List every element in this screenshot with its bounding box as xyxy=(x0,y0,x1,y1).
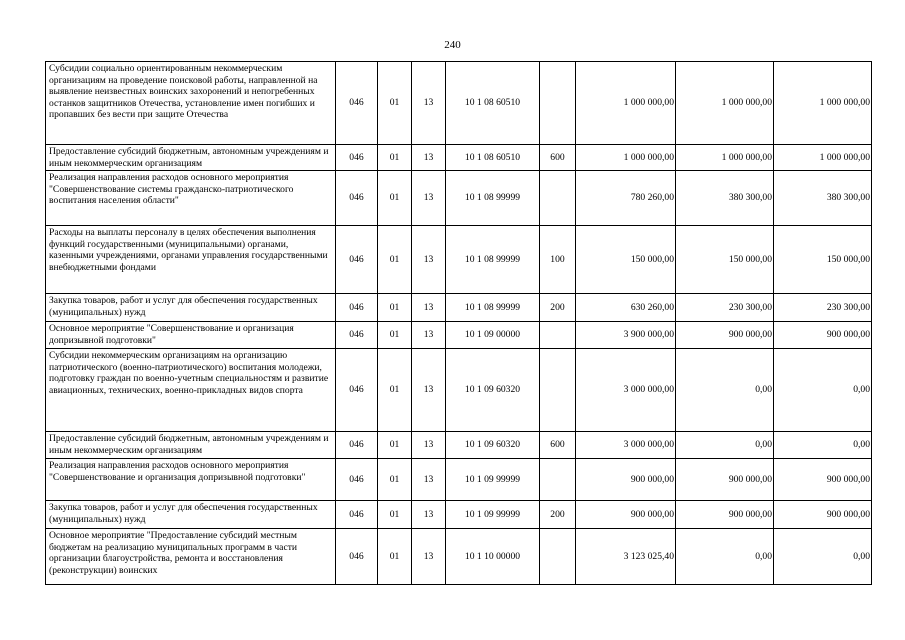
cell-section-code: 01 xyxy=(378,459,412,501)
cell-subsection-code: 13 xyxy=(412,62,446,145)
cell-expense-type: 200 xyxy=(540,294,576,322)
cell-sum-year-3: 900 000,00 xyxy=(774,459,872,501)
cell-sum-year-3: 150 000,00 xyxy=(774,226,872,294)
cell-target-code: 10 1 08 99999 xyxy=(446,294,540,322)
table-row xyxy=(46,226,872,294)
cell-expense-type: 200 xyxy=(540,501,576,529)
cell-ministry-code: 046 xyxy=(336,226,378,294)
cell-target-code: 10 1 08 99999 xyxy=(446,171,540,226)
cell-name: Закупка товаров, работ и услуг для обеспечения государственных (муниципальных) нужд xyxy=(46,294,336,322)
cell-section-code: 01 xyxy=(378,171,412,226)
budget-table-body xyxy=(46,62,872,585)
cell-ministry-code: 046 xyxy=(336,62,378,145)
cell-name: Реализация направления расходов основного мероприятия "Совершенствование системы гражданско-патриотического воспитания населения области" xyxy=(46,171,336,226)
cell-sum-year-1: 900 000,00 xyxy=(576,501,676,529)
cell-section-code: 01 xyxy=(378,529,412,585)
cell-section-code: 01 xyxy=(378,62,412,145)
cell-ministry-code: 046 xyxy=(336,171,378,226)
cell-sum-year-3: 1 000 000,00 xyxy=(774,62,872,145)
cell-sum-year-2: 1 000 000,00 xyxy=(676,145,774,171)
cell-sum-year-1: 1 000 000,00 xyxy=(576,62,676,145)
cell-section-code: 01 xyxy=(378,145,412,171)
table-row xyxy=(46,432,872,459)
cell-sum-year-2: 0,00 xyxy=(676,349,774,432)
cell-sum-year-2: 150 000,00 xyxy=(676,226,774,294)
cell-ministry-code: 046 xyxy=(336,432,378,459)
cell-ministry-code: 046 xyxy=(336,322,378,349)
cell-sum-year-1: 3 123 025,40 xyxy=(576,529,676,585)
cell-target-code: 10 1 08 60510 xyxy=(446,145,540,171)
cell-name: Реализация направления расходов основного мероприятия "Совершенствование и организация допризывной подготовки" xyxy=(46,459,336,501)
cell-expense-type xyxy=(540,62,576,145)
table-row xyxy=(46,459,872,501)
cell-subsection-code: 13 xyxy=(412,145,446,171)
cell-name: Основное мероприятие "Предоставление субсидий местным бюджетам на реализацию муниципальных программ в части организации благоустройства, ремонта и восстановления (реконструкции) воинских xyxy=(46,529,336,585)
cell-ministry-code: 046 xyxy=(336,459,378,501)
cell-expense-type xyxy=(540,349,576,432)
cell-sum-year-1: 1 000 000,00 xyxy=(576,145,676,171)
cell-name: Закупка товаров, работ и услуг для обеспечения государственных (муниципальных) нужд xyxy=(46,501,336,529)
table-row xyxy=(46,529,872,585)
cell-sum-year-3: 900 000,00 xyxy=(774,322,872,349)
cell-section-code: 01 xyxy=(378,294,412,322)
cell-subsection-code: 13 xyxy=(412,432,446,459)
cell-section-code: 01 xyxy=(378,349,412,432)
cell-expense-type: 600 xyxy=(540,145,576,171)
table-row xyxy=(46,171,872,226)
cell-sum-year-3: 1 000 000,00 xyxy=(774,145,872,171)
cell-sum-year-1: 630 260,00 xyxy=(576,294,676,322)
cell-ministry-code: 046 xyxy=(336,294,378,322)
cell-sum-year-2: 900 000,00 xyxy=(676,322,774,349)
cell-expense-type xyxy=(540,459,576,501)
cell-expense-type xyxy=(540,322,576,349)
cell-ministry-code: 046 xyxy=(336,349,378,432)
cell-subsection-code: 13 xyxy=(412,501,446,529)
table-row xyxy=(46,62,872,145)
cell-subsection-code: 13 xyxy=(412,349,446,432)
cell-sum-year-1: 3 900 000,00 xyxy=(576,322,676,349)
cell-sum-year-2: 380 300,00 xyxy=(676,171,774,226)
cell-sum-year-3: 230 300,00 xyxy=(774,294,872,322)
cell-subsection-code: 13 xyxy=(412,171,446,226)
cell-ministry-code: 046 xyxy=(336,529,378,585)
cell-subsection-code: 13 xyxy=(412,529,446,585)
cell-section-code: 01 xyxy=(378,432,412,459)
cell-sum-year-1: 3 000 000,00 xyxy=(576,349,676,432)
cell-subsection-code: 13 xyxy=(412,459,446,501)
cell-target-code: 10 1 08 99999 xyxy=(446,226,540,294)
cell-name: Субсидии некоммерческим организациям на организацию патриотического (военно-патриотического) воспитания молодежи, подготовку граждан по военно-учетным специальностям и развитие авиационных, технических, военно-прикладных видов спорта xyxy=(46,349,336,432)
cell-expense-type: 100 xyxy=(540,226,576,294)
cell-target-code: 10 1 09 99999 xyxy=(446,459,540,501)
table-row xyxy=(46,349,872,432)
cell-sum-year-2: 900 000,00 xyxy=(676,501,774,529)
cell-sum-year-2: 900 000,00 xyxy=(676,459,774,501)
cell-sum-year-3: 0,00 xyxy=(774,529,872,585)
cell-subsection-code: 13 xyxy=(412,226,446,294)
cell-sum-year-3: 0,00 xyxy=(774,432,872,459)
cell-target-code: 10 1 09 99999 xyxy=(446,501,540,529)
cell-sum-year-2: 0,00 xyxy=(676,432,774,459)
cell-sum-year-3: 380 300,00 xyxy=(774,171,872,226)
cell-expense-type xyxy=(540,171,576,226)
cell-name: Субсидии социально ориентированным некоммерческим организациям на проведение поисковой работы, направленной на выявление неизвестных воинских захоронений и непогребенных останков защитников Отечества, установление имен погибших и пропавших без вести при защите Отечества xyxy=(46,62,336,145)
table-row xyxy=(46,145,872,171)
cell-target-code: 10 1 09 60320 xyxy=(446,432,540,459)
cell-target-code: 10 1 10 00000 xyxy=(446,529,540,585)
cell-target-code: 10 1 09 00000 xyxy=(446,322,540,349)
cell-expense-type: 600 xyxy=(540,432,576,459)
cell-name: Расходы на выплаты персоналу в целях обеспечения выполнения функций государственными (муниципальными) органами, казенными учреждениями, органами управления государственными внебюджетными фондами xyxy=(46,226,336,294)
cell-sum-year-3: 900 000,00 xyxy=(774,501,872,529)
cell-sum-year-2: 0,00 xyxy=(676,529,774,585)
cell-target-code: 10 1 09 60320 xyxy=(446,349,540,432)
cell-sum-year-1: 3 000 000,00 xyxy=(576,432,676,459)
cell-name: Основное мероприятие "Совершенствование и организация допризывной подготовки" xyxy=(46,322,336,349)
page-number: 240 xyxy=(444,39,461,51)
table-row xyxy=(46,322,872,349)
cell-sum-year-2: 1 000 000,00 xyxy=(676,62,774,145)
cell-ministry-code: 046 xyxy=(336,145,378,171)
cell-sum-year-1: 780 260,00 xyxy=(576,171,676,226)
cell-section-code: 01 xyxy=(378,501,412,529)
cell-name: Предоставление субсидий бюджетным, автономным учреждениям и иным некоммерческим организациям xyxy=(46,432,336,459)
cell-section-code: 01 xyxy=(378,226,412,294)
table-row xyxy=(46,501,872,529)
cell-subsection-code: 13 xyxy=(412,322,446,349)
cell-name: Предоставление субсидий бюджетным, автономным учреждениям и иным некоммерческим организациям xyxy=(46,145,336,171)
cell-sum-year-1: 150 000,00 xyxy=(576,226,676,294)
cell-sum-year-2: 230 300,00 xyxy=(676,294,774,322)
cell-section-code: 01 xyxy=(378,322,412,349)
cell-target-code: 10 1 08 60510 xyxy=(446,62,540,145)
cell-expense-type xyxy=(540,529,576,585)
cell-sum-year-1: 900 000,00 xyxy=(576,459,676,501)
cell-subsection-code: 13 xyxy=(412,294,446,322)
table-row xyxy=(46,294,872,322)
budget-table xyxy=(45,61,872,585)
cell-sum-year-3: 0,00 xyxy=(774,349,872,432)
cell-ministry-code: 046 xyxy=(336,501,378,529)
